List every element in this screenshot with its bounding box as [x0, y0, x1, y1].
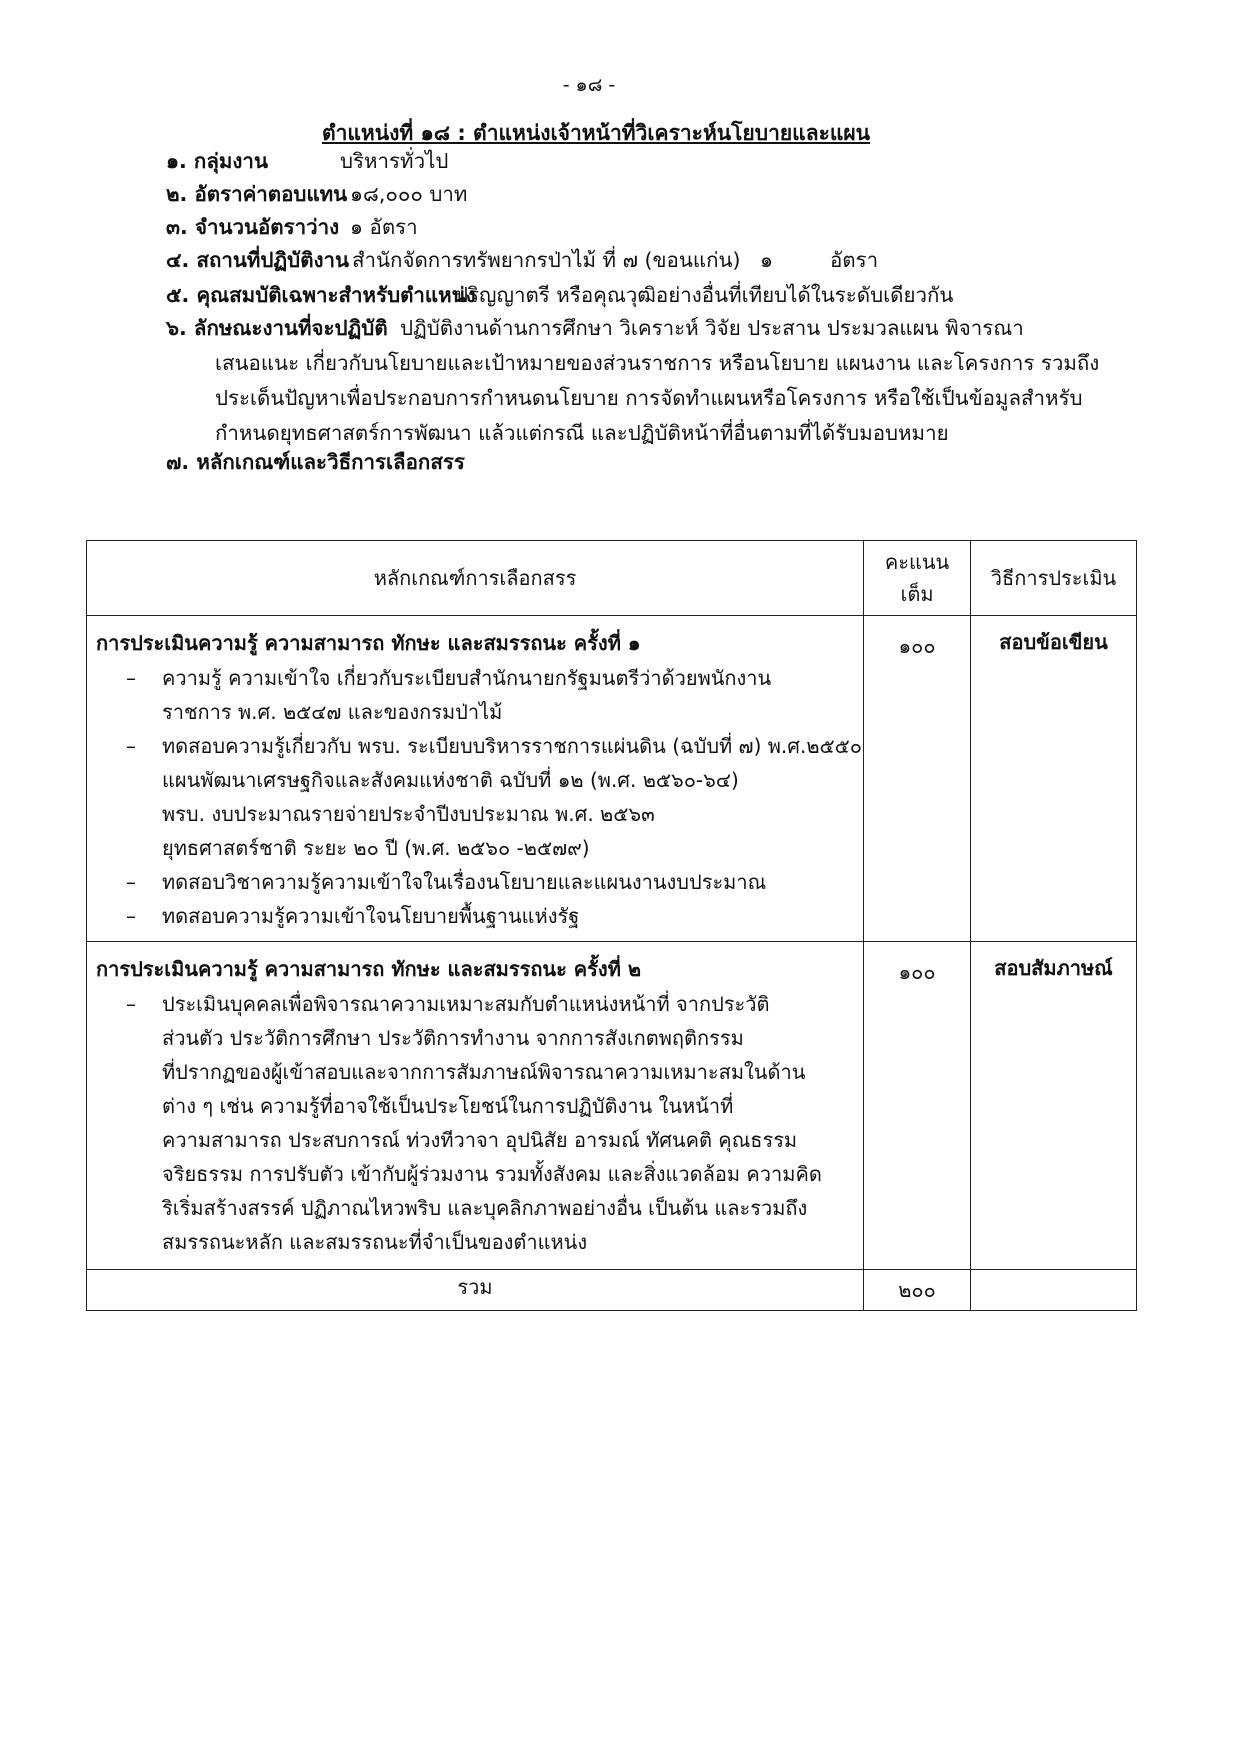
job-description-line: ประเด็นปัญหาเพื่อประกอบการกำหนดนโยบาย การจัดทำแผนหรือโครงการ หรือใช้เป็นข้อมูลสำหรับ: [215, 386, 1083, 410]
bullet-dash: –: [126, 666, 136, 690]
bullet-line: ต่าง ๆ เช่น ความรู้ที่อาจใช้เป็นประโยชน์ในการปฏิบัติงาน ในหน้าที่: [162, 1094, 734, 1118]
bullet-line: ส่วนตัว ประวัติการศึกษา ประวัติการทำงาน จากการสังเกตพฤติกรรม: [162, 1026, 744, 1050]
bullet-dash: –: [126, 992, 136, 1016]
section-title: การประเมินความรู้ ความสามารถ ทักษะ และสมรรถนะ ครั้งที่ ๒: [96, 957, 642, 981]
list-item: [88, 729, 862, 865]
bullet-line: จริยธรรม การปรับตัว เข้ากับผู้ร่วมงาน รวมทั้งสังคม และสิ่งแวดล้อม ความคิด: [162, 1162, 822, 1186]
bullet-line: ที่ปรากฏของผู้เข้าสอบและจากการสัมภาษณ์พิจารณาความเหมาะสมในด้าน: [162, 1060, 806, 1084]
item-4-unit: อัตรา: [830, 248, 879, 272]
bullet-line: พรบ. งบประมาณรายจ่ายประจำปีงบประมาณ พ.ศ. ๒๕๖๓: [162, 802, 655, 826]
bullet-line: ทดสอบความรู้ความเข้าใจนโยบายพื้นฐานแห่งรัฐ: [162, 904, 580, 928]
bullet-line: ทดสอบวิชาความรู้ความเข้าใจในเรื่องนโยบายและแผนงานงบประมาณ: [162, 870, 767, 894]
table-header-row: [87, 541, 1137, 616]
bullet-line: ทดสอบความรู้เกี่ยวกับ พรบ. ระเบียบบริหารราชการแผ่นดิน (ฉบับที่ ๗) พ.ศ.๒๕๕๐: [162, 734, 863, 758]
header-criteria: หลักเกณฑ์การเลือกสรร: [87, 541, 864, 616]
item-2: [166, 180, 347, 208]
item-4-value: สำนักจัดการทรัพยากรป่าไม้ ที่ ๗ (ขอนแก่น): [352, 248, 741, 272]
table-row: [87, 616, 1137, 942]
score-cell: ๑๐๐: [864, 616, 971, 942]
item-4-count: ๑: [760, 248, 774, 272]
score-cell: ๑๐๐: [864, 942, 971, 1270]
item-label: ๖. ลักษณะงานที่จะปฏิบัติ: [166, 316, 388, 340]
section-title: การประเมินความรู้ ความสามารถ ทักษะ และสมรรถนะ ครั้งที่ ๑: [96, 631, 641, 655]
item-6: [166, 314, 388, 342]
header-method: วิธีการประเมิน: [971, 541, 1137, 616]
page-title: ตำแหน่งที่ ๑๘ : ตำแหน่งเจ้าหน้าที่วิเคราะห์นโยบายและแผน: [321, 121, 871, 145]
list-item: [88, 865, 862, 899]
bullet-dash: –: [126, 870, 136, 894]
item-6-value: ปฏิบัติงานด้านการศึกษา วิเคราะห์ วิจัย ประสาน ประมวลแผน พิจารณา: [400, 316, 1024, 340]
total-row: [87, 1270, 1137, 1311]
item-3: [166, 213, 339, 241]
item-5-value: ปริญญาตรี หรือคุณวุฒิอย่างอื่นที่เทียบได้ในระดับเดียวกัน: [455, 283, 954, 307]
bullet-line: ความสามารถ ประสบการณ์ ท่วงทีวาจา อุปนิสัย อารมณ์ ทัศนคติ คุณธรรม: [162, 1128, 798, 1152]
criteria-cell: [87, 616, 864, 942]
list-item: [88, 661, 862, 729]
item-label: ๕. คุณสมบัติเฉพาะสำหรับตำแหน่ง: [166, 283, 476, 307]
item-1: [166, 147, 268, 175]
bullet-dash: –: [126, 734, 136, 758]
list-item: [88, 899, 862, 933]
criteria-cell: [87, 942, 864, 1270]
item-3-value: ๑ อัตรา: [350, 215, 418, 239]
header-score: คะแนน เต็ม: [864, 541, 971, 616]
bullet-line: ความรู้ ความเข้าใจ เกี่ยวกับระเบียบสำนักนายกรัฐมนตรีว่าด้วยพนักงาน: [162, 666, 772, 690]
item-label: ๒. อัตราค่าตอบแทน: [166, 182, 348, 206]
total-score: ๒๐๐: [864, 1270, 971, 1311]
bullet-line: ยุทธศาสตร์ชาติ ระยะ ๒๐ ปี (พ.ศ. ๒๕๖๐ -๒๕๗๙): [162, 836, 590, 860]
bullet-dash: –: [126, 904, 136, 928]
job-description-line: เสนอแนะ เกี่ยวกับนโยบายและเป้าหมายของส่วนราชการ หรือนโยบาย แผนงาน และโครงการ รวมถึง: [215, 351, 1100, 375]
bullet-line: ราชการ พ.ศ. ๒๕๔๗ และของกรมป่าไม้: [162, 700, 503, 724]
total-method-empty: [971, 1270, 1137, 1311]
table-row: [87, 942, 1137, 1270]
bullet-line: ประเมินบุคคลเพื่อพิจารณาความเหมาะสมกับตำแหน่งหน้าที่ จากประวัติ: [162, 992, 770, 1016]
method-cell: สอบสัมภาษณ์: [971, 942, 1137, 1270]
method-cell: สอบข้อเขียน: [971, 616, 1137, 942]
item-label: ๓. จำนวนอัตราว่าง: [166, 215, 340, 239]
item-label: ๗. หลักเกณฑ์และวิธีการเลือกสรร: [166, 450, 465, 474]
selection-criteria-table: [86, 540, 1137, 1311]
job-description: [215, 346, 1135, 451]
item-4: [166, 246, 349, 274]
item-label: ๔. สถานที่ปฏิบัติงาน: [166, 248, 350, 272]
bullet-line: แผนพัฒนาเศรษฐกิจและสังคมแห่งชาติ ฉบับที่ ๑๒ (พ.ศ. ๒๕๖๐-๖๔): [162, 768, 739, 792]
page-number: - ๑๘ -: [562, 74, 616, 96]
item-1-value: บริหารทั่วไป: [340, 149, 449, 173]
bullet-line: สมรรถนะหลัก และสมรรถนะที่จำเป็นของตำแหน่ง: [162, 1230, 588, 1254]
job-description-line: กำหนดยุทธศาสตร์การพัฒนา แล้วแต่กรณี และปฏิบัติหน้าที่อื่นตามที่ได้รับมอบหมาย: [215, 421, 949, 445]
item-7: [166, 448, 465, 476]
item-label: ๑. กลุ่มงาน: [166, 149, 268, 173]
item-5: [166, 281, 476, 309]
item-2-value: ๑๘,๐๐๐ บาท: [350, 182, 468, 206]
bullet-line: ริเริ่มสร้างสรรค์ ปฏิภาณไหวพริบ และบุคลิกภาพอย่างอื่น เป็นต้น และรวมถึง: [162, 1196, 808, 1220]
total-label: รวม: [87, 1270, 864, 1311]
list-item: [88, 987, 862, 1259]
